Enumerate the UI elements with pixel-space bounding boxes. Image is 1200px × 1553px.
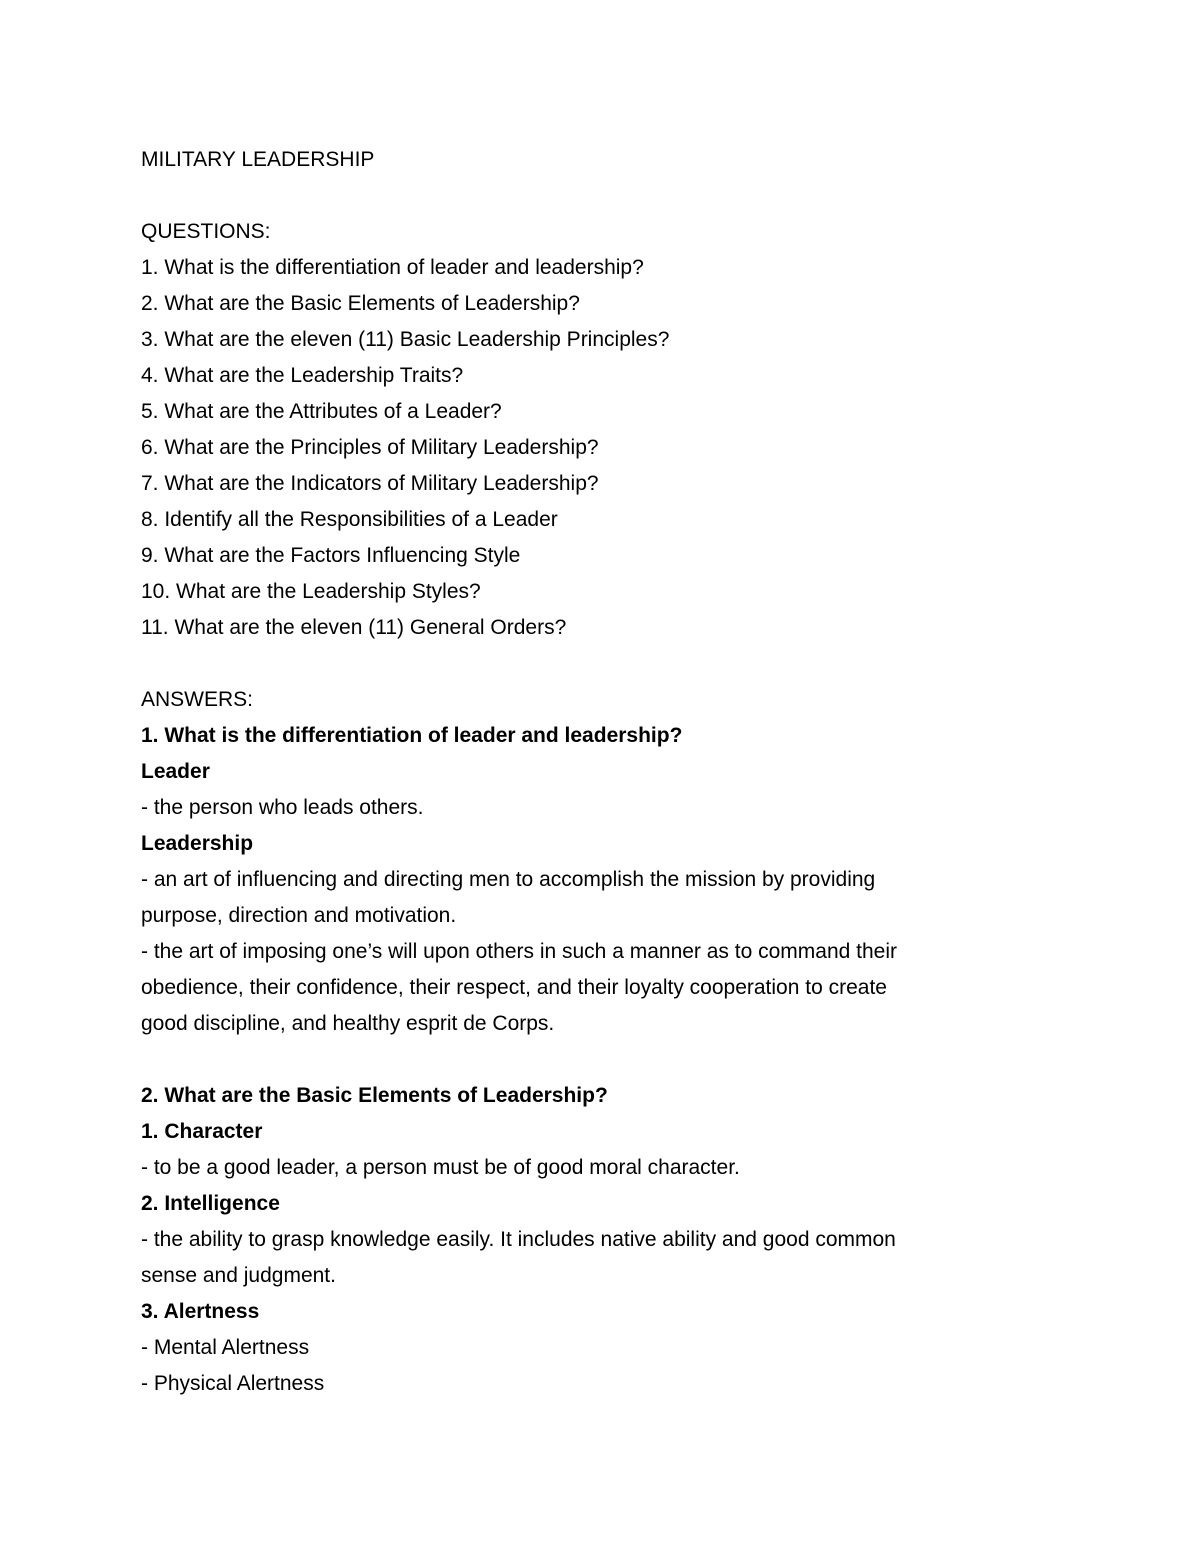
question-item: 3. What are the eleven (11) Basic Leadership Principles? <box>141 328 670 351</box>
definition-text: - the person who leads others. <box>141 796 424 819</box>
spacer <box>141 178 1101 214</box>
definition-text: - the ability to grasp knowledge easily. It includes native ability and good common <box>141 1228 896 1251</box>
list-item: - Mental Alertness <box>141 1336 310 1359</box>
questions-list <box>141 250 1101 646</box>
definition-text: - the art of imposing one’s will upon others in such a manner as to command their <box>141 940 897 963</box>
term-alertness: 3. Alertness <box>141 1300 260 1323</box>
spacer <box>141 1042 1101 1078</box>
definition-text: purpose, direction and motivation. <box>141 904 457 927</box>
question-item: 9. What are the Factors Influencing Style <box>141 544 521 567</box>
questions-heading: QUESTIONS: <box>141 220 271 243</box>
spacer <box>141 646 1101 682</box>
question-item: 10. What are the Leadership Styles? <box>141 580 481 603</box>
question-item: 1. What is the differentiation of leader and leadership? <box>141 256 644 279</box>
answer-1 <box>141 718 1101 1042</box>
definition-text: sense and judgment. <box>141 1264 336 1287</box>
document-page <box>141 142 1101 1402</box>
term-character: 1. Character <box>141 1120 263 1143</box>
question-item: 2. What are the Basic Elements of Leadership? <box>141 292 580 315</box>
answers-heading: ANSWERS: <box>141 688 254 711</box>
list-item: - Physical Alertness <box>141 1372 325 1395</box>
definition-text: - an art of influencing and directing men to accomplish the mission by providing <box>141 868 876 891</box>
definition-text: good discipline, and healthy esprit de Corps. <box>141 1012 555 1035</box>
question-item: 11. What are the eleven (11) General Orders? <box>141 616 567 639</box>
term-intelligence: 2. Intelligence <box>141 1192 280 1215</box>
answer-2 <box>141 1078 1101 1402</box>
term-leader: Leader <box>141 760 210 783</box>
question-item: 5. What are the Attributes of a Leader? <box>141 400 502 423</box>
question-item: 4. What are the Leadership Traits? <box>141 364 464 387</box>
term-leadership: Leadership <box>141 832 254 855</box>
question-item: 8. Identify all the Responsibilities of a Leader <box>141 508 558 531</box>
definition-text: obedience, their confidence, their respect, and their loyalty cooperation to create <box>141 976 887 999</box>
question-item: 7. What are the Indicators of Military Leadership? <box>141 472 599 495</box>
document-title: MILITARY LEADERSHIP <box>141 148 375 171</box>
definition-text: - to be a good leader, a person must be of good moral character. <box>141 1156 740 1179</box>
question-item: 6. What are the Principles of Military Leadership? <box>141 436 599 459</box>
answer-question: 1. What is the differentiation of leader and leadership? <box>141 724 683 747</box>
answer-question: 2. What are the Basic Elements of Leadership? <box>141 1084 608 1107</box>
